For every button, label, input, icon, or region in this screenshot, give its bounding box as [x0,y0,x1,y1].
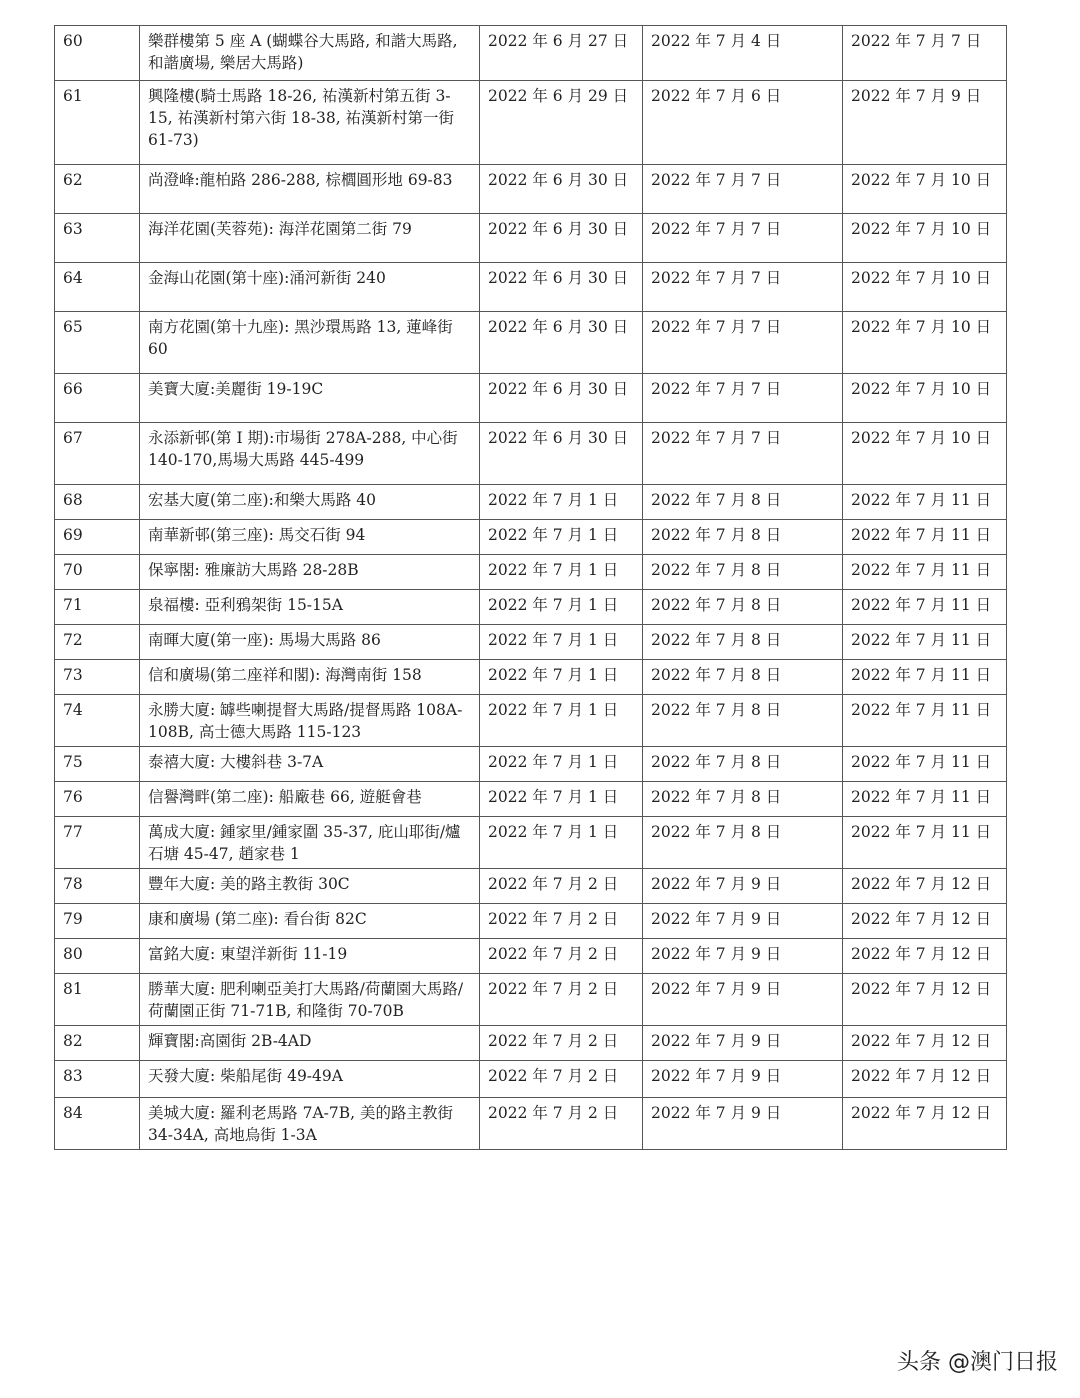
row-date-2: 2022 年 7 月 7 日 [643,263,843,312]
row-date-2: 2022 年 7 月 7 日 [643,374,843,423]
row-date-3: 2022 年 7 月 12 日 [843,1026,1007,1061]
row-date-1: 2022 年 7 月 1 日 [480,555,643,590]
row-date-1: 2022 年 7 月 2 日 [480,939,643,974]
row-address: 天發大廈: 柴船尾街 49-49A [140,1061,480,1098]
row-date-2: 2022 年 7 月 9 日 [643,869,843,904]
table-row [55,625,1007,660]
row-number: 75 [55,747,140,782]
row-date-3: 2022 年 7 月 11 日 [843,555,1007,590]
row-address: 萬成大廈: 鍾家里/鍾家圍 35-37, 庇山耶街/爐石塘 45-47, 趙家巷 1 [140,817,480,869]
row-number: 68 [55,485,140,520]
row-date-3: 2022 年 7 月 12 日 [843,904,1007,939]
table-row [55,1061,1007,1098]
row-date-3: 2022 年 7 月 11 日 [843,747,1007,782]
table-row [55,485,1007,520]
row-number: 83 [55,1061,140,1098]
table-row [55,81,1007,165]
row-date-3: 2022 年 7 月 11 日 [843,695,1007,747]
row-date-1: 2022 年 7 月 1 日 [480,695,643,747]
table-row [55,520,1007,555]
row-date-2: 2022 年 7 月 9 日 [643,1026,843,1061]
row-address: 富銘大廈: 東望洋新街 11-19 [140,939,480,974]
table-row [55,26,1007,81]
row-address: 金海山花園(第十座):涌河新街 240 [140,263,480,312]
row-date-1: 2022 年 6 月 27 日 [480,26,643,81]
row-date-1: 2022 年 6 月 30 日 [480,312,643,374]
row-address: 尚澄峰:龍柏路 286-288, 棕櫚圓形地 69-83 [140,165,480,214]
row-date-3: 2022 年 7 月 12 日 [843,869,1007,904]
row-date-2: 2022 年 7 月 9 日 [643,974,843,1026]
row-date-3: 2022 年 7 月 10 日 [843,423,1007,485]
row-date-3: 2022 年 7 月 11 日 [843,817,1007,869]
row-date-1: 2022 年 7 月 2 日 [480,1061,643,1098]
row-date-3: 2022 年 7 月 12 日 [843,974,1007,1026]
row-address: 輝寶閣:高園街 2B-4AD [140,1026,480,1061]
row-date-1: 2022 年 6 月 30 日 [480,214,643,263]
row-date-3: 2022 年 7 月 11 日 [843,520,1007,555]
table-row [55,555,1007,590]
row-date-3: 2022 年 7 月 12 日 [843,1098,1007,1150]
row-address: 宏基大廈(第二座):和樂大馬路 40 [140,485,480,520]
row-number: 80 [55,939,140,974]
row-date-2: 2022 年 7 月 6 日 [643,81,843,165]
row-date-2: 2022 年 7 月 9 日 [643,1061,843,1098]
row-number: 60 [55,26,140,81]
row-date-3: 2022 年 7 月 7 日 [843,26,1007,81]
row-date-2: 2022 年 7 月 8 日 [643,485,843,520]
row-address: 信譽灣畔(第二座): 船廠巷 66, 遊艇會巷 [140,782,480,817]
row-address: 豐年大廈: 美的路主教街 30C [140,869,480,904]
table-row [55,1098,1007,1150]
row-date-2: 2022 年 7 月 8 日 [643,782,843,817]
row-address: 信和廣場(第二座祥和閣): 海灣南街 158 [140,660,480,695]
row-date-1: 2022 年 7 月 1 日 [480,520,643,555]
row-date-2: 2022 年 7 月 8 日 [643,625,843,660]
table-row [55,1026,1007,1061]
row-date-3: 2022 年 7 月 11 日 [843,625,1007,660]
row-number: 76 [55,782,140,817]
row-date-1: 2022 年 6 月 29 日 [480,81,643,165]
table-row [55,263,1007,312]
row-number: 65 [55,312,140,374]
row-number: 64 [55,263,140,312]
row-date-1: 2022 年 7 月 1 日 [480,625,643,660]
table-row [55,939,1007,974]
row-address: 永勝大廈: 罅些喇提督大馬路/提督馬路 108A-108B, 高士德大馬路 115-123 [140,695,480,747]
row-date-3: 2022 年 7 月 11 日 [843,660,1007,695]
table-row [55,374,1007,423]
row-date-1: 2022 年 7 月 2 日 [480,1026,643,1061]
row-date-3: 2022 年 7 月 10 日 [843,214,1007,263]
row-date-1: 2022 年 7 月 2 日 [480,974,643,1026]
row-address: 南方花園(第十九座): 黑沙環馬路 13, 蓮峰街 60 [140,312,480,374]
table-row [55,904,1007,939]
table-row [55,660,1007,695]
table-row [55,312,1007,374]
row-date-1: 2022 年 7 月 1 日 [480,485,643,520]
row-number: 63 [55,214,140,263]
table-row [55,869,1007,904]
row-date-3: 2022 年 7 月 9 日 [843,81,1007,165]
row-number: 82 [55,1026,140,1061]
row-date-2: 2022 年 7 月 7 日 [643,165,843,214]
row-address: 永添新邨(第 I 期):市場街 278A-288, 中心街 140-170,馬場大馬路 445-499 [140,423,480,485]
table-row [55,747,1007,782]
row-number: 79 [55,904,140,939]
row-date-2: 2022 年 7 月 8 日 [643,747,843,782]
row-date-1: 2022 年 7 月 1 日 [480,782,643,817]
row-date-1: 2022 年 7 月 1 日 [480,747,643,782]
row-address: 康和廣場 (第二座): 看台街 82C [140,904,480,939]
row-date-2: 2022 年 7 月 8 日 [643,695,843,747]
table-row [55,214,1007,263]
row-date-3: 2022 年 7 月 11 日 [843,485,1007,520]
row-date-1: 2022 年 7 月 2 日 [480,904,643,939]
row-date-3: 2022 年 7 月 10 日 [843,374,1007,423]
row-number: 81 [55,974,140,1026]
row-number: 78 [55,869,140,904]
row-address: 南華新邨(第三座): 馬交石街 94 [140,520,480,555]
row-date-3: 2022 年 7 月 11 日 [843,782,1007,817]
row-date-1: 2022 年 6 月 30 日 [480,374,643,423]
table-row [55,423,1007,485]
row-address: 興隆樓(騎士馬路 18-26, 祐漢新村第五街 3-15, 祐漢新村第六街 18-38, 祐漢新村第一街 61-73) [140,81,480,165]
row-date-3: 2022 年 7 月 11 日 [843,590,1007,625]
row-number: 84 [55,1098,140,1150]
row-date-2: 2022 年 7 月 9 日 [643,904,843,939]
row-date-2: 2022 年 7 月 9 日 [643,1098,843,1150]
table-row [55,974,1007,1026]
row-date-3: 2022 年 7 月 12 日 [843,939,1007,974]
row-date-1: 2022 年 6 月 30 日 [480,423,643,485]
row-date-1: 2022 年 7 月 1 日 [480,817,643,869]
row-date-3: 2022 年 7 月 10 日 [843,312,1007,374]
row-number: 77 [55,817,140,869]
row-date-2: 2022 年 7 月 8 日 [643,590,843,625]
row-number: 67 [55,423,140,485]
row-number: 72 [55,625,140,660]
watermark: 头条 @澳门日报 [897,1350,1058,1375]
row-date-2: 2022 年 7 月 8 日 [643,660,843,695]
row-date-2: 2022 年 7 月 7 日 [643,312,843,374]
row-number: 62 [55,165,140,214]
row-address: 海洋花園(芙蓉苑): 海洋花園第二街 79 [140,214,480,263]
row-date-1: 2022 年 6 月 30 日 [480,165,643,214]
row-date-2: 2022 年 7 月 8 日 [643,555,843,590]
schedule-table [54,25,1007,1150]
table-row [55,817,1007,869]
row-number: 66 [55,374,140,423]
row-date-2: 2022 年 7 月 4 日 [643,26,843,81]
row-date-2: 2022 年 7 月 8 日 [643,520,843,555]
row-date-3: 2022 年 7 月 12 日 [843,1061,1007,1098]
row-number: 61 [55,81,140,165]
row-address: 保寧閣: 雅廉訪大馬路 28-28B [140,555,480,590]
row-date-2: 2022 年 7 月 8 日 [643,817,843,869]
row-date-2: 2022 年 7 月 9 日 [643,939,843,974]
row-date-1: 2022 年 7 月 2 日 [480,869,643,904]
row-address: 美寶大廈:美麗街 19-19C [140,374,480,423]
row-date-3: 2022 年 7 月 10 日 [843,165,1007,214]
schedule-table-body [55,26,1007,1150]
row-date-1: 2022 年 7 月 1 日 [480,590,643,625]
row-address: 美城大廈: 羅利老馬路 7A-7B, 美的路主教街 34-34A, 高地烏街 1-3A [140,1098,480,1150]
table-row [55,695,1007,747]
row-address: 泰禧大廈: 大樓斜巷 3-7A [140,747,480,782]
row-date-2: 2022 年 7 月 7 日 [643,214,843,263]
row-address: 勝華大廈: 肥利喇亞美打大馬路/荷蘭園大馬路/荷蘭園正街 71-71B, 和隆街 70-70B [140,974,480,1026]
row-number: 70 [55,555,140,590]
row-date-1: 2022 年 6 月 30 日 [480,263,643,312]
table-row [55,165,1007,214]
row-address: 南暉大廈(第一座): 馬場大馬路 86 [140,625,480,660]
row-address: 泉福樓: 亞利鴉架街 15-15A [140,590,480,625]
table-row [55,590,1007,625]
row-number: 71 [55,590,140,625]
row-number: 73 [55,660,140,695]
row-number: 74 [55,695,140,747]
row-date-1: 2022 年 7 月 1 日 [480,660,643,695]
row-date-2: 2022 年 7 月 7 日 [643,423,843,485]
row-date-3: 2022 年 7 月 10 日 [843,263,1007,312]
row-number: 69 [55,520,140,555]
row-address: 樂群樓第 5 座 A (蝴蝶谷大馬路, 和諧大馬路, 和諧廣場, 樂居大馬路) [140,26,480,81]
table-row [55,782,1007,817]
row-date-1: 2022 年 7 月 2 日 [480,1098,643,1150]
